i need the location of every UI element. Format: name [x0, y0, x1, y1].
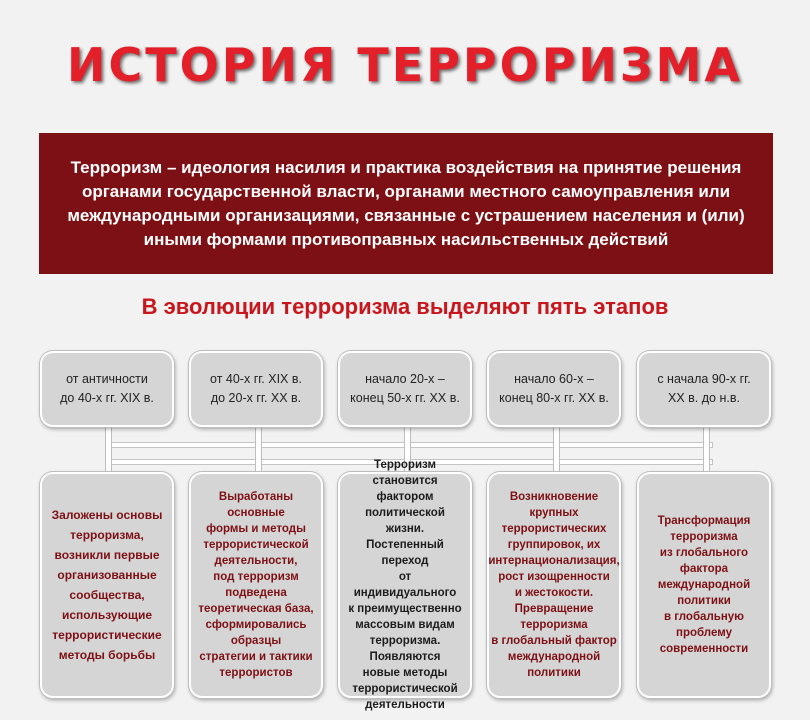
stage-3-description-box: [338, 459, 472, 711]
stage-2-period: от 40-х гг. XIX в. до 20-х гг. XX в.: [210, 372, 302, 405]
stage-1-period-box: [40, 351, 174, 427]
stage-5-description-box: [637, 472, 771, 698]
stage-2-period-box: [189, 351, 323, 427]
stage-4-description-box: [487, 472, 621, 698]
stage-3-description: Терроризм становится фактором политической жизни. Постепенный переход от индивидуального к преимущественно массовым видам терроризма. Появляются новые методы террористической деятельности: [348, 459, 462, 711]
timeline-bar-upper: [108, 443, 712, 447]
stage-4-period-box: [487, 351, 621, 427]
stage-4-description: Возникновение крупных террористических группировок, их интернационализация, рост изощренности и жестокости. Превращение терроризма в глобальный фактор международной политики: [488, 491, 620, 679]
connector-stage-5: [704, 427, 709, 473]
stage-5-period-box: [637, 351, 771, 427]
stage-4-period: начало 60-х – конец 80-х гг. XX в.: [499, 372, 609, 405]
stages-subtitle: В эволюции терроризма выделяют пять этапов: [141, 294, 669, 319]
connector-stage-4: [554, 427, 559, 473]
stage-2-description-box: [189, 472, 323, 698]
connector-stage-1: [106, 427, 111, 473]
stage-1-description-box: [40, 472, 174, 698]
stage-5-description: Трансформация терроризма из глобального фактора международной политики в глобальную проблему современности: [657, 515, 751, 655]
page-title: ИСТОРИЯ ТЕРРОРИЗМА: [67, 38, 743, 92]
definition-text: Терроризм – идеология насилия и практика воздействия на принятие решения органами государственной власти, органами местного самоуправления или международными организациями, связанные с устрашением населения и (или) иными формами противоправных насильственных действий: [67, 157, 745, 249]
stage-1-period: от античности до 40-х гг. XIX в.: [60, 372, 154, 405]
stage-3-period: начало 20-х – конец 50-х гг. XX в.: [350, 372, 460, 405]
connector-stage-2: [256, 427, 261, 473]
stage-1-description: Заложены основы терроризма, возникли первые организованные сообщества, использующие террористические методы борьбы: [51, 508, 163, 662]
stage-3-period-box: [338, 351, 472, 427]
stage-2-description: Выработаны основные формы и методы террористической деятельности, под терроризм подведена теоретическая база, сформировались образцы стратегии и тактики террористов: [198, 491, 314, 679]
stage-5-period: с начала 90-х гг. XX в. до н.в.: [657, 372, 751, 405]
definition-banner: [39, 133, 773, 274]
